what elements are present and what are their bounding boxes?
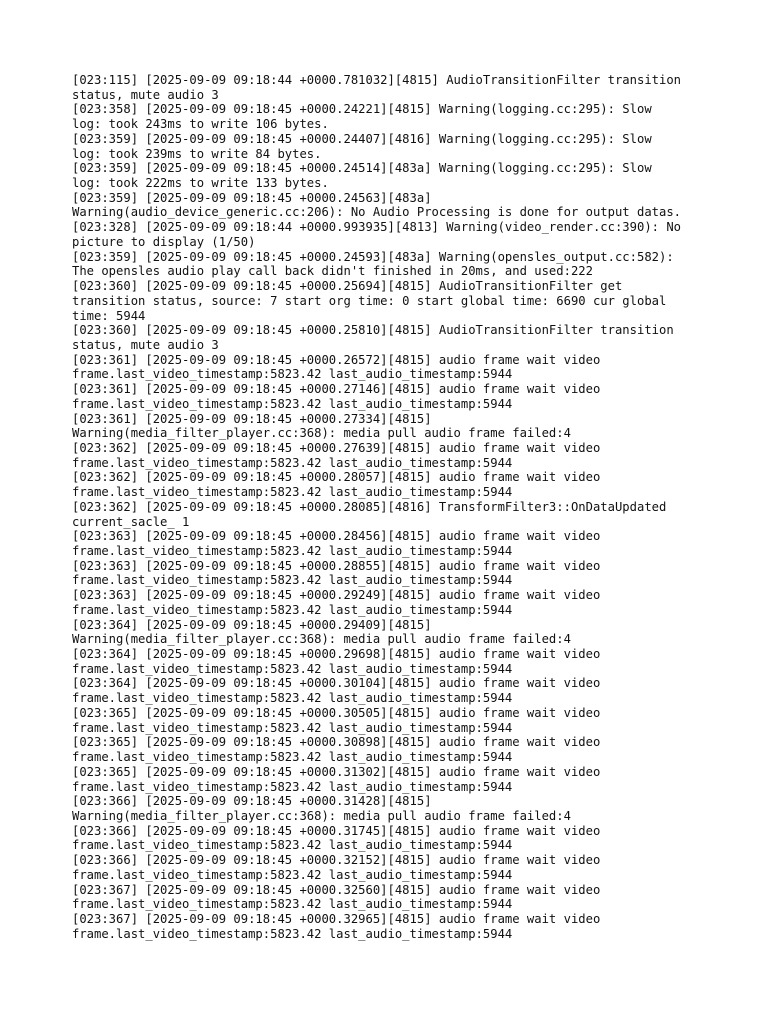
log-line: frame.last_video_timestamp:5823.42 last_audio_timestamp:5944 (72, 926, 513, 941)
log-line: Warning(audio_device_generic.cc:206): No Audio Processing is done for output datas. (72, 205, 682, 220)
log-line: [023:360] [2025-09-09 09:18:45 +0000.25810][4815] AudioTransitionFilter transition (72, 323, 674, 338)
log-line: log: took 222ms to write 133 bytes. (72, 176, 329, 191)
log-line: frame.last_video_timestamp:5823.42 last_audio_timestamp:5944 (72, 367, 513, 382)
log-line: [023:366] [2025-09-09 09:18:45 +0000.31745][4815] audio frame wait video (72, 823, 601, 838)
log-line: frame.last_video_timestamp:5823.42 last_audio_timestamp:5944 (72, 485, 513, 500)
log-line: current_sacle_ 1 (72, 514, 190, 529)
log-line: [023:115] [2025-09-09 09:18:44 +0000.781032][4815] AudioTransitionFilter transition (72, 73, 682, 87)
log-line: frame.last_video_timestamp:5823.42 last_audio_timestamp:5944 (72, 691, 513, 706)
log-line: [023:367] [2025-09-09 09:18:45 +0000.32560][4815] audio frame wait video (72, 882, 601, 897)
log-line: transition status, source: 7 start org time: 0 start global time: 6690 cur global (72, 293, 667, 308)
log-line: [023:365] [2025-09-09 09:18:45 +0000.31302][4815] audio frame wait video (72, 764, 601, 779)
log-line: frame.last_video_timestamp:5823.42 last_audio_timestamp:5944 (72, 779, 513, 794)
log-line: [023:360] [2025-09-09 09:18:45 +0000.25694][4815] AudioTransitionFilter get (72, 279, 623, 294)
log-line: [023:365] [2025-09-09 09:18:45 +0000.30898][4815] audio frame wait video (72, 735, 601, 750)
log-line: [023:359] [2025-09-09 09:18:45 +0000.24514][483a] Warning(logging.cc:295): Slow (72, 161, 652, 176)
log-line: frame.last_video_timestamp:5823.42 last_audio_timestamp:5944 (72, 602, 513, 617)
log-text-block (72, 73, 712, 941)
log-line: frame.last_video_timestamp:5823.42 last_audio_timestamp:5944 (72, 867, 513, 882)
log-line: [023:363] [2025-09-09 09:18:45 +0000.28855][4815] audio frame wait video (72, 558, 601, 573)
log-line: frame.last_video_timestamp:5823.42 last_audio_timestamp:5944 (72, 396, 513, 411)
log-line: frame.last_video_timestamp:5823.42 last_audio_timestamp:5944 (72, 750, 513, 765)
log-line: [023:363] [2025-09-09 09:18:45 +0000.28456][4815] audio frame wait video (72, 529, 601, 544)
log-line: [023:328] [2025-09-09 09:18:44 +0000.993935][4813] Warning(video_render.cc:390): No (72, 220, 682, 235)
log-line: [023:361] [2025-09-09 09:18:45 +0000.26572][4815] audio frame wait video (72, 352, 601, 367)
log-line: [023:367] [2025-09-09 09:18:45 +0000.32965][4815] audio frame wait video (72, 911, 601, 926)
log-line: [023:365] [2025-09-09 09:18:45 +0000.30505][4815] audio frame wait video (72, 705, 601, 720)
log-line: picture to display (1/50) (72, 234, 256, 249)
log-line: [023:361] [2025-09-09 09:18:45 +0000.27146][4815] audio frame wait video (72, 382, 601, 397)
log-line: [023:362] [2025-09-09 09:18:45 +0000.28085][4816] TransformFilter3::OnDataUpdated (72, 499, 667, 514)
log-line: [023:361] [2025-09-09 09:18:45 +0000.27334][4815] (72, 411, 432, 426)
log-line: frame.last_video_timestamp:5823.42 last_audio_timestamp:5944 (72, 544, 513, 558)
log-line: [023:364] [2025-09-09 09:18:45 +0000.30104][4815] audio frame wait video (72, 676, 601, 691)
log-line: [023:363] [2025-09-09 09:18:45 +0000.29249][4815] audio frame wait video (72, 588, 601, 603)
log-line: time: 5944 (72, 308, 146, 323)
log-line: [023:364] [2025-09-09 09:18:45 +0000.29409][4815] (72, 617, 432, 632)
log-line: [023:362] [2025-09-09 09:18:45 +0000.27639][4815] audio frame wait video (72, 440, 601, 455)
log-line: log: took 239ms to write 84 bytes. (72, 146, 322, 161)
log-line: status, mute audio 3 (72, 87, 219, 102)
log-line: log: took 243ms to write 106 bytes. (72, 117, 329, 132)
log-line: frame.last_video_timestamp:5823.42 last_audio_timestamp:5944 (72, 897, 513, 912)
log-line: [023:366] [2025-09-09 09:18:45 +0000.32152][4815] audio frame wait video (72, 853, 601, 868)
log-line: frame.last_video_timestamp:5823.42 last_audio_timestamp:5944 (72, 838, 513, 853)
log-line: [023:358] [2025-09-09 09:18:45 +0000.24221][4815] Warning(logging.cc:295): Slow (72, 102, 652, 117)
log-line: Warning(media_filter_player.cc:368): media pull audio frame failed:4 (72, 632, 571, 647)
log-line: [023:359] [2025-09-09 09:18:45 +0000.24563][483a] (72, 190, 432, 205)
log-line: [023:364] [2025-09-09 09:18:45 +0000.29698][4815] audio frame wait video (72, 647, 601, 662)
log-line: [023:362] [2025-09-09 09:18:45 +0000.28057][4815] audio frame wait video (72, 470, 601, 485)
log-line: frame.last_video_timestamp:5823.42 last_audio_timestamp:5944 (72, 455, 513, 470)
log-line: Warning(media_filter_player.cc:368): media pull audio frame failed:4 (72, 808, 571, 823)
log-line: frame.last_video_timestamp:5823.42 last_audio_timestamp:5944 (72, 661, 513, 676)
log-line: [023:366] [2025-09-09 09:18:45 +0000.31428][4815] (72, 794, 432, 809)
log-line: Warning(media_filter_player.cc:368): media pull audio frame failed:4 (72, 426, 571, 441)
log-line: status, mute audio 3 (72, 337, 219, 352)
log-line: frame.last_video_timestamp:5823.42 last_audio_timestamp:5944 (72, 720, 513, 735)
log-line: The opensles audio play call back didn't finished in 20ms, and used:222 (72, 264, 593, 279)
log-line: [023:359] [2025-09-09 09:18:45 +0000.24407][4816] Warning(logging.cc:295): Slow (72, 131, 652, 146)
log-line: frame.last_video_timestamp:5823.42 last_audio_timestamp:5944 (72, 573, 513, 588)
log-line: [023:359] [2025-09-09 09:18:45 +0000.24593][483a] Warning(opensles_output.cc:582): (72, 249, 674, 264)
